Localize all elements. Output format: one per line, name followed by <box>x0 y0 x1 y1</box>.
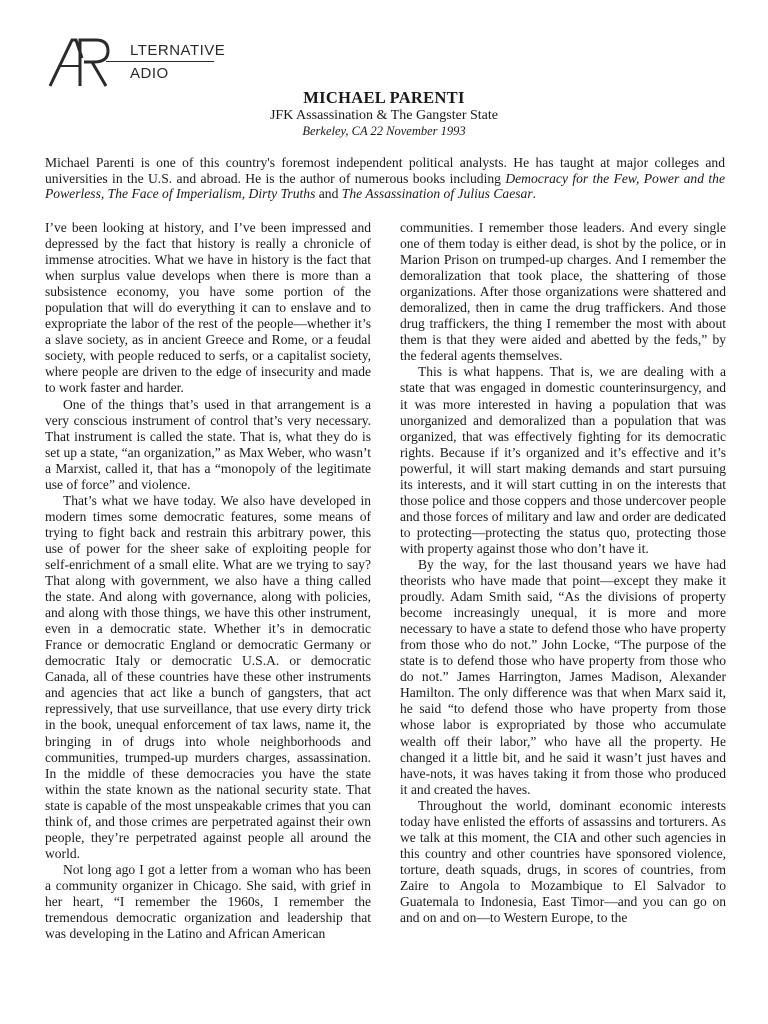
intro-period: . <box>532 186 537 202</box>
place-date: Berkeley, CA 22 November 1993 <box>302 124 466 138</box>
talk-title: JFK Assassination & The Gangster State <box>269 108 498 123</box>
logo-word-top: LTERNATIVE <box>130 42 226 59</box>
intro-conjunction: and <box>315 186 342 202</box>
paragraph: That’s what we have today. We also have developed in modern times some democratic features, some means of trying to fight back and restrain this arbitrary power, this use of power for the sheer sake of exploiting people for self-enrichment of a small elite. What are we trying to say? That along with government, we also have a thing called the state. And along with governance, along with policies, and along with those things, we have this other instrument, even in a democratic state. Whether it’s in democratic France or democratic England or democratic Germany or democratic Italy or democratic U.S.A. or democratic Canada, all of these countries have these other instruments and agencies that act like a bunch of gangsters, that act repressively, that use surveillance, that use every dirty trick in the book, unequal enforcement of tax laws, name it, the bringing in of drugs into whole neighborhoods and communities, trumped-up murders charges, assassination. In the middle of these democracies you have the state within the state known as the national security state. That state is capable of the most unspeakable crimes that you can think of, and those crimes are perpetrated against their own people, they’re perpetrated against people all around the world. <box>45 492 371 861</box>
paragraph: Not long ago I got a letter from a woman who has been a community organizer in Chicago. She said, with grief in her heart, “I remember the 1960s, I remember the tremendous democratic organization and leadership that was developing in the Latino and African American <box>45 861 371 942</box>
intro-book-titles: Democracy for the Few, Power and the Powerless, The Face of Imperialism, Dirty Truths <box>45 170 725 202</box>
ar-monogram-icon <box>46 36 126 88</box>
logo-word-bottom: ADIO <box>130 65 169 82</box>
paragraph: One of the things that’s used in that arrangement is a very conscious instrument of control that’s very necessary. That instrument is called the state. That is, what they do is set up a state, “an organization,” as Max Weber, who wasn’t a Marxist, called it, that has a “monopoly of the legitimate use of force” and violence. <box>45 396 371 492</box>
intro-paragraph <box>45 155 725 202</box>
paragraph: I’ve been looking at history, and I’ve been impressed and depressed by the fact that history is really a chronicle of immense atrocities. What we have in history is the fact that when surplus value develops when there is more than a subsistence economy, you have some portion of the population that will do everything it can to enslave and to expropriate the labor of the rest of the people—whether it’s a slave society, as in ancient Greece and Rome, or a feudal society, with people reduced to serfs, or a capitalist society, where people are driven to the edge of insecurity and made to work faster and harder. <box>45 220 371 396</box>
alternative-radio-logo <box>46 36 226 88</box>
speaker-name: MICHAEL PARENTI <box>303 88 465 107</box>
paragraph: This is what happens. That is, we are dealing with a state that was engaged in domestic counterinsurgency, and it was more interested in having a population that was unorganized and demoralized than a population that was organized, that was effectively fighting for its democratic rights. Because if it’s organized and it’s effective and it’s powerful, it will start making demands and start pursuing its interests, and it will start cutting in on the interests that those police and those coppers and those undercover people and those forces of military and law and order are dedicated to protecting—protecting the status quo, protecting those with property against those who don’t have it. <box>400 364 726 556</box>
intro-text: Michael Parenti is one of this country's foremost independent political analysts. He has taught at major colleges and universities in the U.S. and abroad. He is the author of numerous books including <box>45 155 725 186</box>
right-column <box>400 220 726 1020</box>
logo-divider <box>106 61 214 62</box>
transcript-body <box>45 220 726 1020</box>
paragraph: By the way, for the last thousand years we have had theorists who have made that point—except they make it proudly. Adam Smith said, “As the divisions of property become increasingly unequal, it is more and more necessary to have a state to defend those who have property from those who do not.” John Locke, “The purpose of the state is to defend those who have property from those who do not.” James Harrington, James Madison, Alexander Hamilton. The only difference was that when Marx said it, he said “to defend those who have property from those whose labor is expropriated by those who accumulate wealth off their labor,” who have all the property. He changed it a little bit, and he said it wasn’t just haves and have-nots, it was haves taking it from those who produced it and created the haves. <box>400 556 726 797</box>
intro-book-title-last: The Assassination of Julius Caesar <box>341 186 533 202</box>
paragraph: Throughout the world, dominant economic interests today have enlisted the efforts of assassins and torturers. As we talk at this moment, the CIA and other such agencies in this country and other countries have sponsored violence, torture, death squads, drugs, in scores of countries, from Zaire to Angola to Mozambique to El Salvador to Guatemala to Indonesia, East Timor—and you can go on and on and on—to Western Europe, to the <box>400 797 726 926</box>
paragraph: communities. I remember those leaders. And every single one of them today is either dead, is shot by the police, or in Marion Prison on trumped-up charges. And I remember the demoralization that took place, the shattering of those organizations. After those organizations were shattered and demoralized, then in came the drug traffickers. And those drug traffickers, the thing I remember the most with about them is that they were aided and abetted by the feds,” by the federal agents themselves. <box>400 220 726 364</box>
left-column <box>45 220 371 1020</box>
